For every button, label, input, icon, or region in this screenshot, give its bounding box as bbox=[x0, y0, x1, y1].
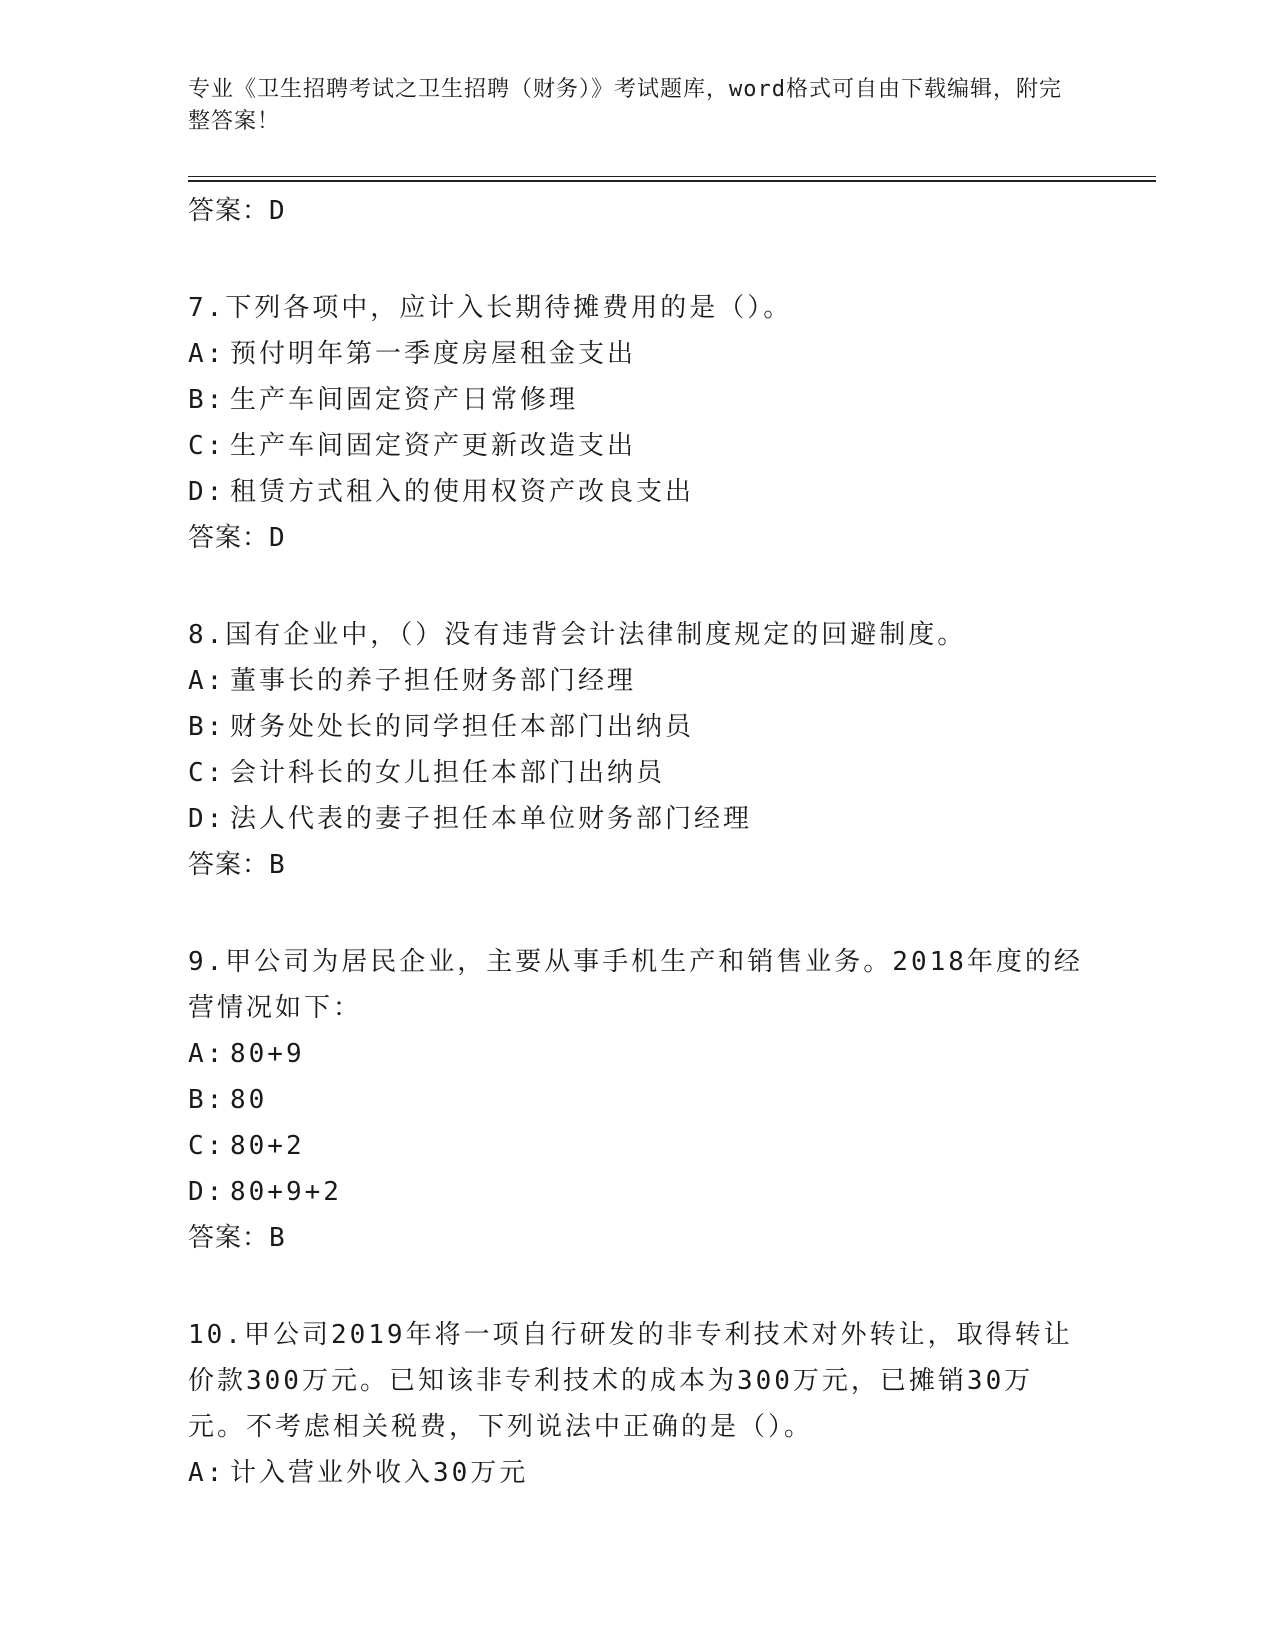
question-stem: 7.下列各项中，应计入长期待摊费用的是（）。 bbox=[188, 293, 793, 323]
option-text: 租赁方式租入的使用权资产改良支出 bbox=[230, 477, 695, 507]
question-block bbox=[188, 285, 1088, 561]
question-block bbox=[188, 1312, 1088, 1496]
answer-option bbox=[188, 1123, 1088, 1169]
option-text: 80 bbox=[230, 1085, 268, 1115]
option-text: 80+9+2 bbox=[230, 1177, 342, 1207]
answer-line: 答案：D bbox=[188, 523, 286, 553]
option-letter: D: bbox=[188, 1177, 226, 1207]
option-letter: C: bbox=[188, 1131, 226, 1161]
option-text: 财务处处长的同学担任本部门出纳员 bbox=[230, 712, 695, 742]
option-text: 董事长的养子担任财务部门经理 bbox=[230, 666, 637, 696]
option-text: 生产车间固定资产更新改造支出 bbox=[230, 431, 637, 461]
header-text: 专业《卫生招聘考试之卫生招聘（财务）》考试题库，word格式可自由下载编辑，附完整答案！ bbox=[188, 77, 1062, 134]
option-letter: B: bbox=[188, 385, 226, 415]
answer-option bbox=[188, 377, 1088, 423]
option-text: 80+2 bbox=[230, 1131, 305, 1161]
answer-option bbox=[188, 750, 1088, 796]
option-text: 80+9 bbox=[230, 1039, 305, 1069]
question-list bbox=[188, 285, 1088, 1496]
answer-line: 答案：B bbox=[188, 850, 286, 880]
question-stem: 8.国有企业中，（）没有违背会计法律制度规定的回避制度。 bbox=[188, 620, 967, 650]
option-letter: A: bbox=[188, 1458, 226, 1488]
answer-option bbox=[188, 796, 1088, 842]
option-text: 法人代表的妻子担任本单位财务部门经理 bbox=[230, 804, 753, 834]
answer-option bbox=[188, 704, 1088, 750]
question-block bbox=[188, 612, 1088, 888]
option-letter: B: bbox=[188, 712, 226, 742]
question-stem: 9.甲公司为居民企业，主要从事手机生产和销售业务。2018年度的经营情况如下： bbox=[188, 947, 1083, 1023]
document-body bbox=[188, 188, 1088, 1547]
option-letter: A: bbox=[188, 339, 226, 369]
question-stem: 10.甲公司2019年将一项自行研发的非专利技术对外转让，取得转让价款300万元。已知该非专利技术的成本为300万元，已摊销30万元。不考虑相关税费，下列说法中正确的是（）。 bbox=[188, 1320, 1073, 1442]
header-divider-thick bbox=[188, 180, 1156, 182]
answer-line: 答案：D bbox=[188, 196, 286, 226]
answer-option bbox=[188, 1077, 1088, 1123]
option-text: 计入营业外收入30万元 bbox=[230, 1458, 529, 1488]
answer-option bbox=[188, 658, 1088, 704]
answer-option bbox=[188, 1450, 1088, 1496]
answer-option bbox=[188, 469, 1088, 515]
option-text: 会计科长的女儿担任本部门出纳员 bbox=[230, 758, 666, 788]
option-letter: C: bbox=[188, 431, 226, 461]
answer-option bbox=[188, 423, 1088, 469]
answer-option bbox=[188, 331, 1088, 377]
option-letter: B: bbox=[188, 1085, 226, 1115]
answer-option bbox=[188, 1031, 1088, 1077]
option-letter: A: bbox=[188, 1039, 226, 1069]
option-text: 生产车间固定资产日常修理 bbox=[230, 385, 579, 415]
option-letter: D: bbox=[188, 804, 226, 834]
header-divider-thin bbox=[188, 176, 1156, 177]
document-header bbox=[188, 74, 1068, 138]
option-letter: A: bbox=[188, 666, 226, 696]
question-block bbox=[188, 939, 1088, 1261]
answer-option bbox=[188, 1169, 1088, 1215]
option-letter: D: bbox=[188, 477, 226, 507]
option-letter: C: bbox=[188, 758, 226, 788]
option-text: 预付明年第一季度房屋租金支出 bbox=[230, 339, 637, 369]
answer-line: 答案：B bbox=[188, 1223, 286, 1253]
